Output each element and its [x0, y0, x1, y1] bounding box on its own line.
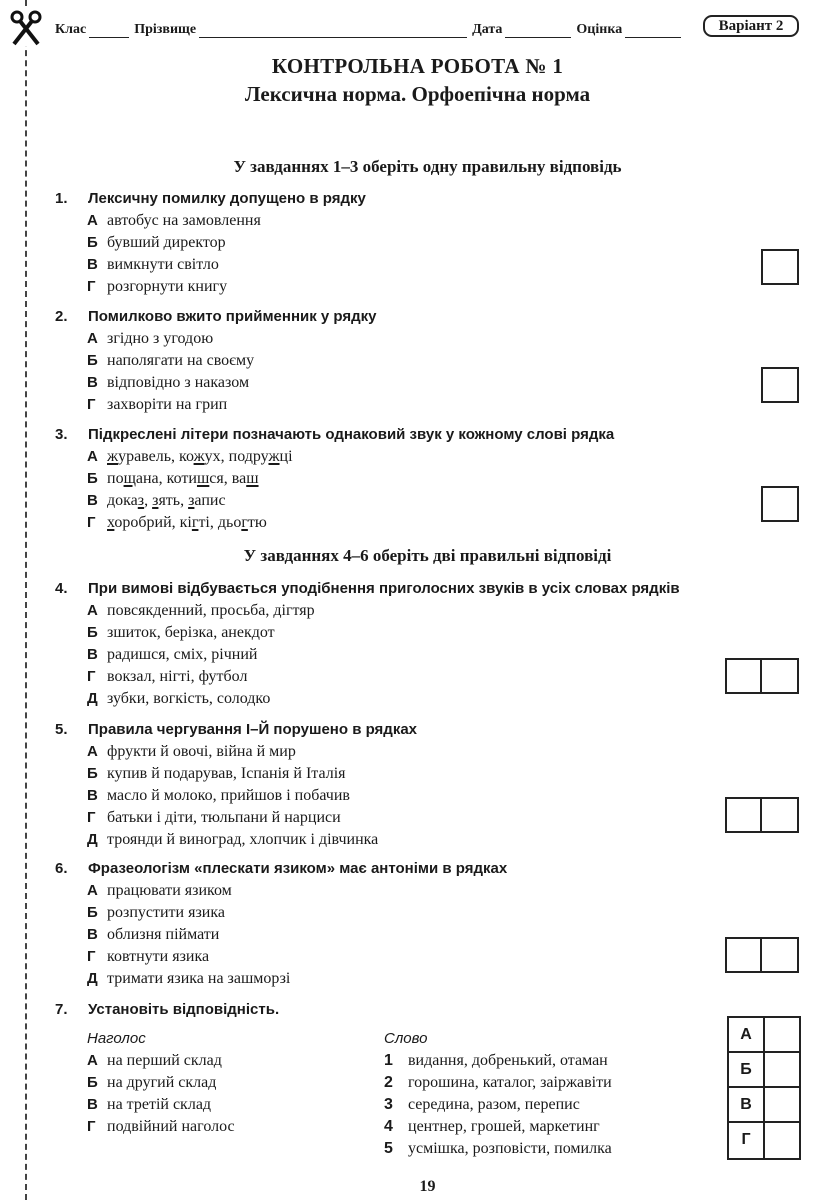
- option-text: хоробрий, кігті, дьогтю: [107, 514, 267, 531]
- match-row-h: [729, 1123, 799, 1158]
- option-text: працювати язиком: [107, 882, 232, 899]
- option-v: [55, 785, 815, 807]
- option-v: [55, 924, 815, 946]
- option-letter: В: [87, 787, 98, 804]
- option-text: повсякденний, просьба, дігтяр: [107, 602, 315, 619]
- stress-option-v: [87, 1094, 235, 1116]
- option-letter: Г: [87, 668, 96, 685]
- question-7: [55, 999, 815, 1021]
- stress-option-b: [87, 1072, 235, 1094]
- answer-box-1[interactable]: [761, 249, 799, 285]
- date-field[interactable]: [505, 24, 571, 38]
- option-b: [55, 232, 815, 254]
- grade-field[interactable]: [625, 24, 681, 38]
- option-d: [55, 829, 815, 851]
- stress-option-h: [87, 1116, 235, 1138]
- option-h: [55, 807, 815, 829]
- page-subtitle: Лексична норма. Орфоепічна норма: [244, 82, 591, 106]
- question-text: Фразеологізм «плескати язиком» має антоніми в рядках: [88, 860, 508, 877]
- option-text: бувший директор: [107, 234, 226, 251]
- option-text: тримати язика на зашморзі: [107, 970, 291, 987]
- question-3: [55, 424, 815, 534]
- match-row-a: [729, 1018, 799, 1053]
- option-v: [55, 644, 815, 666]
- option-b: [55, 468, 815, 490]
- cut-line: [25, 0, 27, 1200]
- option-text: масло й молоко, прийшов і побачив: [107, 787, 350, 804]
- match-answer-cell[interactable]: [765, 1053, 799, 1086]
- option-letter: Г: [87, 278, 96, 295]
- option-text: на перший склад: [107, 1052, 222, 1069]
- option-text: зшиток, берізка, анекдот: [107, 624, 275, 641]
- option-text: згідно з угодою: [107, 330, 214, 347]
- option-text: облизня піймати: [107, 926, 220, 943]
- option-letter: Б: [87, 624, 98, 641]
- option-letter: В: [87, 492, 98, 509]
- match-letter: Б: [729, 1053, 765, 1086]
- match-letter: Г: [729, 1123, 765, 1158]
- match-row-b: [729, 1053, 799, 1088]
- option-letter: Д: [87, 690, 98, 707]
- option-text: купив й подарував, Іспанія й Італія: [107, 765, 346, 782]
- option-text: на другий склад: [107, 1074, 217, 1091]
- option-text: зубки, вогкість, солодко: [107, 690, 271, 707]
- word-option-4: [384, 1116, 612, 1138]
- option-text: наполягати на своєму: [107, 352, 255, 369]
- option-b: [55, 350, 815, 372]
- option-number: 3: [384, 1096, 393, 1113]
- option-a: [55, 600, 815, 622]
- word-option-5: [384, 1138, 612, 1160]
- option-text: журавель, кожух, подружці: [107, 448, 293, 465]
- option-a: [55, 880, 815, 902]
- option-text: центнер, грошей, маркетинг: [408, 1118, 600, 1135]
- option-letter: Г: [87, 514, 96, 531]
- option-h: [55, 666, 815, 688]
- date-label: Дата: [472, 22, 503, 37]
- option-text: розгорнути книгу: [107, 278, 228, 295]
- surname-label: Прізвище: [134, 22, 197, 37]
- section-heading-1: У завданнях 1–3 оберіть одну правильну відповідь: [233, 157, 622, 176]
- option-letter: Б: [87, 234, 98, 251]
- option-text: відповідно з наказом: [107, 374, 250, 391]
- question-5: [55, 719, 815, 851]
- column-title: Наголос: [87, 1030, 146, 1047]
- option-letter: Б: [87, 765, 98, 782]
- option-d: [55, 688, 815, 710]
- scissors-icon: [8, 10, 44, 46]
- option-b: [55, 763, 815, 785]
- option-number: 2: [384, 1074, 393, 1091]
- option-text: пощана, котишся, ваш: [107, 470, 259, 487]
- option-letter: В: [87, 374, 98, 391]
- option-letter: Г: [87, 1118, 96, 1135]
- word-option-2: [384, 1072, 612, 1094]
- page-number: 19: [419, 1178, 436, 1195]
- question-number: 1.: [55, 190, 68, 207]
- option-a: [55, 446, 815, 468]
- answer-box-5[interactable]: [725, 797, 799, 833]
- option-letter: А: [87, 448, 98, 465]
- option-text: батьки і діти, тюльпани й нарциси: [107, 809, 341, 826]
- stress-option-a: [87, 1050, 235, 1072]
- option-text: радишся, сміх, річний: [107, 646, 258, 663]
- option-letter: В: [87, 256, 98, 273]
- stress-column: [87, 1028, 235, 1138]
- option-letter: В: [87, 1096, 98, 1113]
- answer-cell-1[interactable]: [727, 939, 762, 971]
- option-b: [55, 902, 815, 924]
- variant-badge: Варіант 2: [703, 15, 799, 37]
- question-1: [55, 188, 815, 298]
- option-letter: А: [87, 602, 98, 619]
- option-d: [55, 968, 815, 990]
- option-h: [55, 512, 815, 534]
- word-option-3: [384, 1094, 612, 1116]
- option-text: на третій склад: [107, 1096, 212, 1113]
- surname-field[interactable]: [199, 24, 467, 38]
- question-text: Лексичну помилку допущено в рядку: [88, 190, 366, 207]
- option-letter: А: [87, 330, 98, 347]
- option-text: автобус на замовлення: [107, 212, 261, 229]
- option-letter: Д: [87, 970, 98, 987]
- match-answer-cell[interactable]: [765, 1123, 799, 1158]
- option-text: ковтнути язика: [107, 948, 210, 965]
- question-2: [55, 306, 815, 416]
- question-text: Установіть відповідність.: [88, 1001, 280, 1018]
- match-answer-cell[interactable]: [765, 1018, 799, 1051]
- option-number: 4: [384, 1118, 393, 1135]
- option-text: вимкнути світло: [107, 256, 219, 273]
- question-text: При вимові відбувається уподібнення приголосних звуків в усіх словах рядків: [88, 580, 680, 597]
- option-letter: Г: [87, 809, 96, 826]
- option-v: [55, 490, 815, 512]
- class-field[interactable]: [89, 24, 129, 38]
- option-letter: В: [87, 926, 98, 943]
- option-text: розпустити язика: [107, 904, 225, 921]
- option-text: видання, добренький, отаман: [408, 1052, 608, 1069]
- option-text: усмішка, розповісти, помилка: [408, 1140, 612, 1157]
- match-answer-cell[interactable]: [765, 1088, 799, 1121]
- option-letter: А: [87, 212, 98, 229]
- answer-box-2[interactable]: [761, 367, 799, 403]
- answer-cell-2[interactable]: [762, 660, 797, 692]
- option-b: [55, 622, 815, 644]
- option-h: [55, 394, 815, 416]
- match-letter: А: [729, 1018, 765, 1051]
- option-text: вокзал, нігті, футбол: [107, 668, 248, 685]
- question-number: 7.: [55, 1001, 68, 1018]
- question-number: 2.: [55, 308, 68, 325]
- option-v: [55, 372, 815, 394]
- option-v: [55, 254, 815, 276]
- question-number: 4.: [55, 580, 68, 597]
- option-letter: А: [87, 743, 98, 760]
- word-option-1: [384, 1050, 612, 1072]
- word-column: [384, 1028, 612, 1160]
- option-number: 5: [384, 1140, 393, 1157]
- student-info-line: [55, 16, 800, 38]
- answer-cell-2[interactable]: [762, 799, 797, 831]
- option-h: [55, 276, 815, 298]
- option-text: захворіти на грип: [107, 396, 228, 413]
- option-letter: В: [87, 646, 98, 663]
- page-title: КОНТРОЛЬНА РОБОТА № 1: [271, 54, 564, 78]
- option-letter: Б: [87, 1074, 98, 1091]
- grade-label: Оцінка: [576, 22, 623, 37]
- answer-cell-2[interactable]: [762, 939, 797, 971]
- option-text: подвійний наголос: [107, 1118, 235, 1135]
- answer-box-3[interactable]: [761, 486, 799, 522]
- option-letter: Г: [87, 948, 96, 965]
- answer-cell-1[interactable]: [727, 799, 762, 831]
- question-number: 6.: [55, 860, 68, 877]
- answer-cell-1[interactable]: [727, 660, 762, 692]
- question-text: Помилково вжито прийменник у рядку: [88, 308, 377, 325]
- question-6: [55, 858, 815, 990]
- class-label: Клас: [55, 22, 87, 37]
- option-text: доказ, зять, запис: [107, 492, 226, 509]
- option-letter: Д: [87, 831, 98, 848]
- option-letter: А: [87, 1052, 98, 1069]
- column-title: Слово: [384, 1030, 428, 1047]
- option-text: середина, разом, перепис: [408, 1096, 580, 1113]
- question-text: Правила чергування І–Й порушено в рядках: [88, 721, 418, 738]
- option-text: фрукти й овочі, війна й мир: [107, 743, 296, 760]
- option-text: горошина, каталог, заіржавіти: [408, 1074, 612, 1091]
- option-letter: Б: [87, 904, 98, 921]
- question-text: Підкреслені літери позначають однаковий звук у кожному слові рядка: [88, 426, 615, 443]
- option-text: троянди й виноград, хлопчик і дівчинка: [107, 831, 379, 848]
- option-a: [55, 328, 815, 350]
- match-row-v: [729, 1088, 799, 1123]
- option-letter: Г: [87, 396, 96, 413]
- option-letter: Б: [87, 352, 98, 369]
- answer-box-4[interactable]: [725, 658, 799, 694]
- option-letter: Б: [87, 470, 98, 487]
- question-4: [55, 578, 815, 710]
- section-heading-2: У завданнях 4–6 оберіть дві правильні відповіді: [243, 546, 612, 565]
- option-a: [55, 210, 815, 232]
- question-number: 5.: [55, 721, 68, 738]
- option-a: [55, 741, 815, 763]
- option-number: 1: [384, 1052, 393, 1069]
- option-letter: А: [87, 882, 98, 899]
- question-number: 3.: [55, 426, 68, 443]
- matching-answer-grid: [727, 1016, 801, 1160]
- match-letter: В: [729, 1088, 765, 1121]
- option-h: [55, 946, 815, 968]
- answer-box-6[interactable]: [725, 937, 799, 973]
